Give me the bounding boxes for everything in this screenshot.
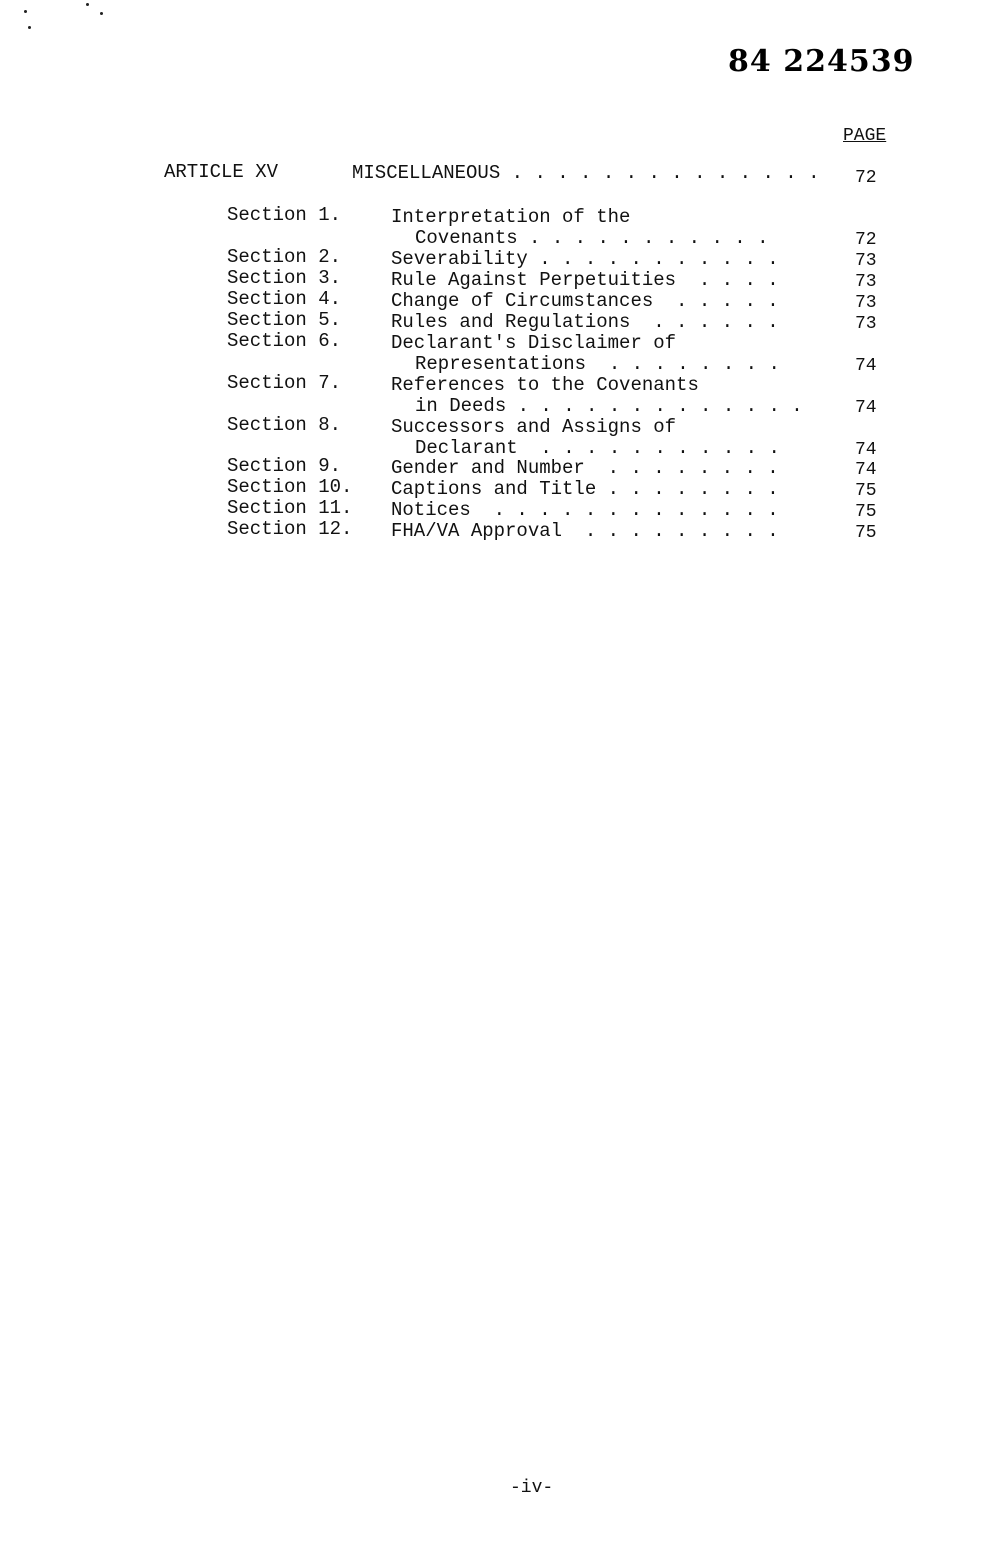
section-12-title-row: FHA/VA Approval . . . . . . . . . — [391, 520, 779, 542]
document-number: 84 224539 — [728, 44, 915, 79]
section-5-page: 73 — [855, 314, 877, 334]
section-7-title-cont: in Deeds . . . . . . . . . . . . . — [415, 395, 803, 417]
section-3-label: Section 3. — [227, 267, 342, 289]
section-9-title-row: Gender and Number . . . . . . . . — [391, 457, 779, 479]
section-9-leader: . . . . . . . . — [584, 457, 779, 479]
section-7-title: References to the Covenants — [391, 374, 699, 396]
scan-speck — [100, 12, 103, 15]
section-7-leader: . . . . . . . . . . . . . — [506, 395, 803, 417]
section-1-leader: . . . . . . . . . . . — [517, 227, 769, 249]
section-10-leader: . . . . . . . . — [596, 478, 779, 500]
section-4-leader: . . . . . — [653, 290, 779, 312]
section-2-page: 73 — [855, 251, 877, 271]
section-9-page: 74 — [855, 460, 877, 480]
page-column-heading: PAGE — [843, 126, 887, 146]
section-3-page: 73 — [855, 272, 877, 292]
section-1-label: Section 1. — [227, 204, 342, 226]
footer-page-number: -iv- — [510, 1478, 554, 1498]
section-10-title-row: Captions and Title . . . . . . . . — [391, 478, 779, 500]
section-8-page: 74 — [855, 440, 877, 460]
section-6-label: Section 6. — [227, 330, 342, 352]
section-8-title: Successors and Assigns of — [391, 416, 677, 438]
section-8-label: Section 8. — [227, 414, 342, 436]
section-8-title-cont: Declarant . . . . . . . . . . . — [415, 437, 780, 459]
section-5-leader: . . . . . . — [630, 311, 779, 333]
section-11-page: 75 — [855, 502, 877, 522]
section-7-label: Section 7. — [227, 372, 342, 394]
section-6-leader: . . . . . . . . — [586, 353, 780, 375]
section-11-leader: . . . . . . . . . . . . . — [470, 499, 779, 521]
section-1-title-cont: Covenants . . . . . . . . . . . — [415, 227, 769, 249]
section-5-label: Section 5. — [227, 309, 342, 331]
section-3-leader: . . . . — [676, 269, 779, 291]
section-3-title-row: Rule Against Perpetuities . . . . — [391, 269, 779, 291]
section-7-page: 74 — [855, 398, 877, 418]
section-2-label: Section 2. — [227, 246, 342, 268]
section-12-label: Section 12. — [227, 518, 353, 540]
section-10-page: 75 — [855, 481, 877, 501]
section-8-leader: . . . . . . . . . . . — [517, 437, 780, 459]
scan-speck — [28, 26, 31, 29]
scan-speck — [86, 3, 89, 6]
section-6-title: Declarant's Disclaimer of — [391, 332, 677, 354]
section-11-label: Section 11. — [227, 497, 353, 519]
section-5-title-row: Rules and Regulations . . . . . . — [391, 311, 779, 333]
scan-speck — [24, 10, 27, 13]
article-title-row — [352, 163, 820, 184]
article-title: MISCELLANEOUS — [352, 162, 501, 184]
section-12-leader: . . . . . . . . . — [562, 520, 779, 542]
article-page: 72 — [855, 168, 877, 188]
section-2-title-row: Severability . . . . . . . . . . . — [391, 248, 779, 270]
section-2-leader: . . . . . . . . . . . — [527, 248, 779, 270]
section-4-label: Section 4. — [227, 288, 342, 310]
section-11-title-row: Notices . . . . . . . . . . . . . — [391, 499, 779, 521]
section-6-page: 74 — [855, 356, 877, 376]
section-1-title: Interpretation of the — [391, 206, 631, 228]
section-9-label: Section 9. — [227, 455, 342, 477]
article-leader: . . . . . . . . . . . . . . — [500, 162, 820, 184]
section-4-title-row: Change of Circumstances . . . . . — [391, 290, 779, 312]
section-6-title-cont: Representations . . . . . . . . — [415, 353, 780, 375]
section-1-page: 72 — [855, 230, 877, 250]
section-4-page: 73 — [855, 293, 877, 313]
section-12-page: 75 — [855, 523, 877, 543]
article-label: ARTICLE XV — [164, 161, 279, 183]
section-10-label: Section 10. — [227, 476, 353, 498]
